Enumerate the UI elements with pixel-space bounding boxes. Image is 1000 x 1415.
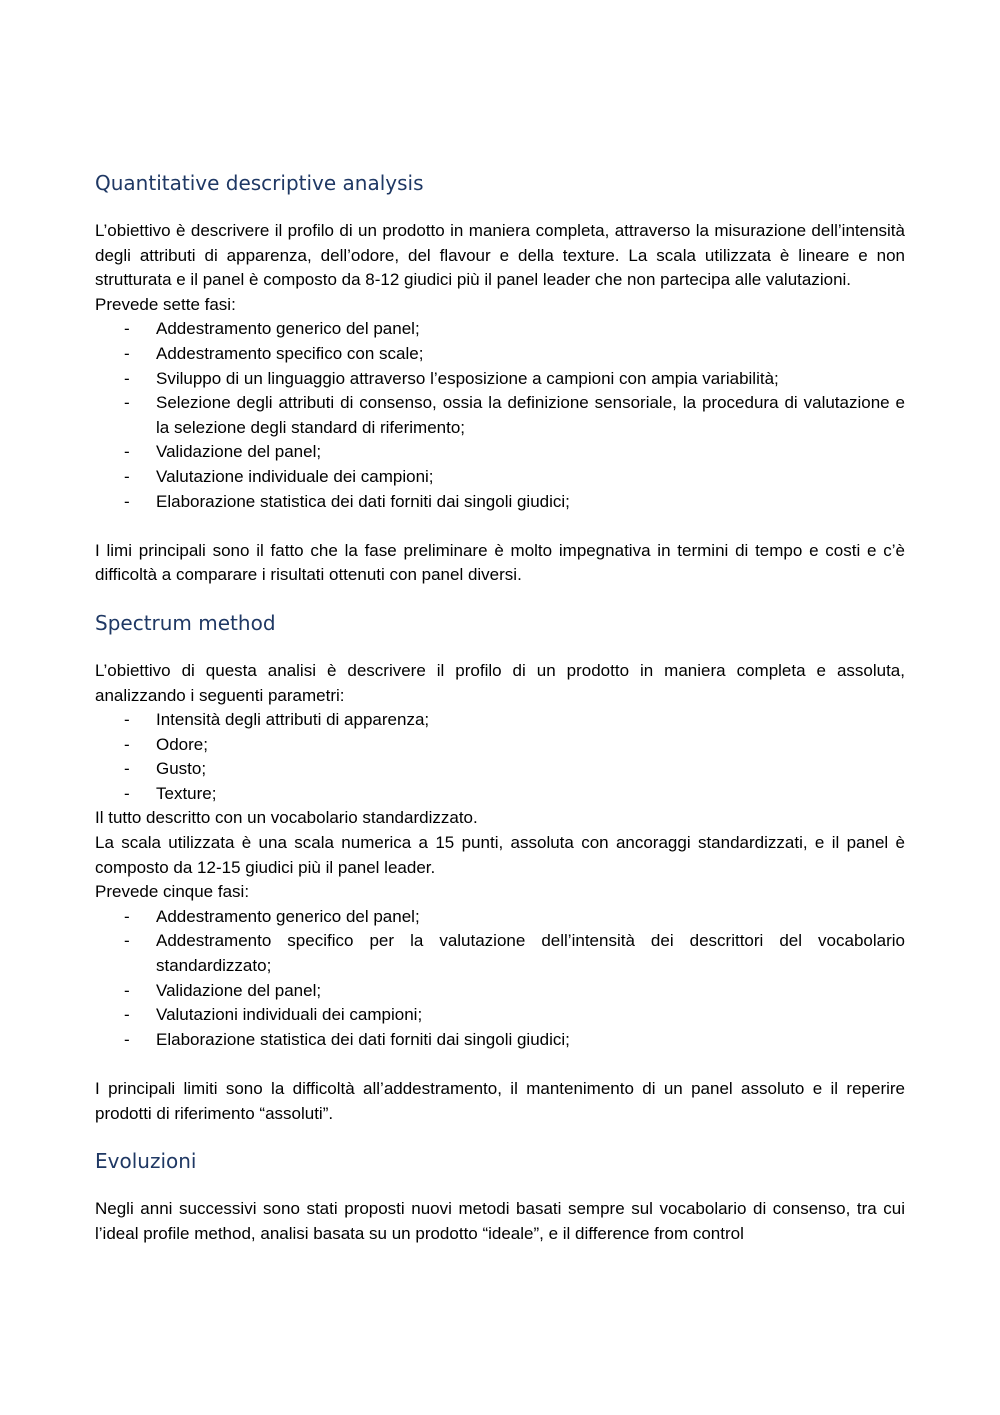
spectrum-phases-intro: Prevede cinque fasi: bbox=[95, 882, 250, 902]
bullet-dash: - bbox=[124, 442, 130, 462]
spectrum-scale: La scala utilizzata è una scala numerica a 15 punti, assoluta con ancoraggi standardizzati, e il panel è composto da 12-15 giudici più il panel leader. bbox=[95, 833, 905, 877]
bullet-dash: - bbox=[124, 980, 130, 1000]
heading-spectrum: Spectrum method bbox=[95, 610, 276, 635]
list-item: - Addestramento specifico per la valutazione dell’intensità dei descrittori del vocabolario standardizzato; bbox=[124, 931, 905, 976]
bullet-dash: - bbox=[124, 491, 130, 511]
list-item: - Elaborazione statistica dei dati forniti dai singoli giudici; bbox=[95, 490, 905, 515]
list-item: - Addestramento generico del panel; bbox=[95, 905, 905, 930]
list-item: - Elaborazione statistica dei dati forniti dai singoli giudici; bbox=[95, 1028, 905, 1053]
list-item: - Selezione degli attributi di consenso, ossia la definizione sensoriale, la procedura di valutazione e la selezione degli standard di riferimento; bbox=[124, 393, 905, 437]
spectrum-limits: I principali limiti sono la difficoltà all’addestramento, il mantenimento di un panel assoluto e il reperire prodotti di riferimento “assoluti”. bbox=[95, 1079, 905, 1123]
spectrum-intro: L’obiettivo di questa analisi è descrivere il profilo di un prodotto in maniera completa e assoluta, analizzando i seguenti parametri: bbox=[95, 660, 905, 705]
heading-evoluzioni: Evoluzioni bbox=[95, 1149, 197, 1174]
bullet-dash: - bbox=[124, 466, 130, 486]
bullet-dash: - bbox=[124, 393, 130, 413]
list-item: - Addestramento generico del panel; bbox=[95, 317, 905, 342]
bullet-dash: - bbox=[124, 319, 130, 339]
bullet-dash: - bbox=[124, 734, 130, 754]
bullet-dash: - bbox=[124, 343, 130, 363]
heading-qda: Quantitative descriptive analysis bbox=[95, 171, 424, 195]
list-item: - Valutazioni individuali dei campioni; bbox=[95, 1003, 905, 1028]
evoluzioni-text: Negli anni successivi sono stati proposti nuovi metodi basati sempre sul vocabolario di consenso, tra cui l’ideal profile method, analisi basata su un prodotto “ideale”, e il difference from control bbox=[95, 1199, 905, 1243]
list-item: - Odore; bbox=[95, 733, 905, 758]
bullet-dash: - bbox=[124, 710, 130, 730]
list-item: - Validazione del panel; bbox=[95, 440, 905, 465]
list-item: - Valutazione individuale dei campioni; bbox=[95, 465, 905, 490]
spectrum-parameters-list bbox=[95, 708, 905, 806]
list-item: - Validazione del panel; bbox=[95, 979, 905, 1004]
list-item: - Addestramento specifico con scale; bbox=[95, 342, 905, 367]
qda-phases-list bbox=[95, 317, 905, 514]
list-item: - Texture; bbox=[95, 782, 905, 807]
bullet-dash: - bbox=[124, 1005, 130, 1025]
qda-intro: L’obiettivo è descrivere il profilo di un prodotto in maniera completa, attraverso la misurazione dell’intensità degli attributi di apparenza, dell’odore, del flavour e della texture. La scala utilizzata è lineare e non strutturata e il panel è composto da 8-12 giudici più il panel leader che non partecipa alle valutazioni. bbox=[95, 221, 905, 290]
list-item: - Gusto; bbox=[95, 757, 905, 782]
bullet-dash: - bbox=[124, 783, 130, 803]
bullet-dash: - bbox=[124, 906, 130, 926]
bullet-dash: - bbox=[124, 931, 130, 951]
qda-limits: I limi principali sono il fatto che la fase preliminare è molto impegnativa in termini di tempo e costi e c’è difficoltà a comparare i risultati ottenuti con panel diversi. bbox=[95, 540, 905, 585]
bullet-dash: - bbox=[124, 759, 130, 779]
bullet-dash: - bbox=[124, 368, 130, 388]
spectrum-phases-list bbox=[95, 905, 905, 1053]
list-item: - Sviluppo di un linguaggio attraverso l’esposizione a campioni con ampia variabilità; bbox=[95, 367, 905, 392]
list-item: - Intensità degli attributi di apparenza; bbox=[95, 708, 905, 733]
bullet-dash: - bbox=[124, 1029, 130, 1049]
qda-phases-intro: Prevede sette fasi: bbox=[95, 294, 236, 314]
spectrum-vocab: Il tutto descritto con un vocabolario standardizzato. bbox=[95, 808, 478, 828]
page-content bbox=[95, 168, 905, 1246]
